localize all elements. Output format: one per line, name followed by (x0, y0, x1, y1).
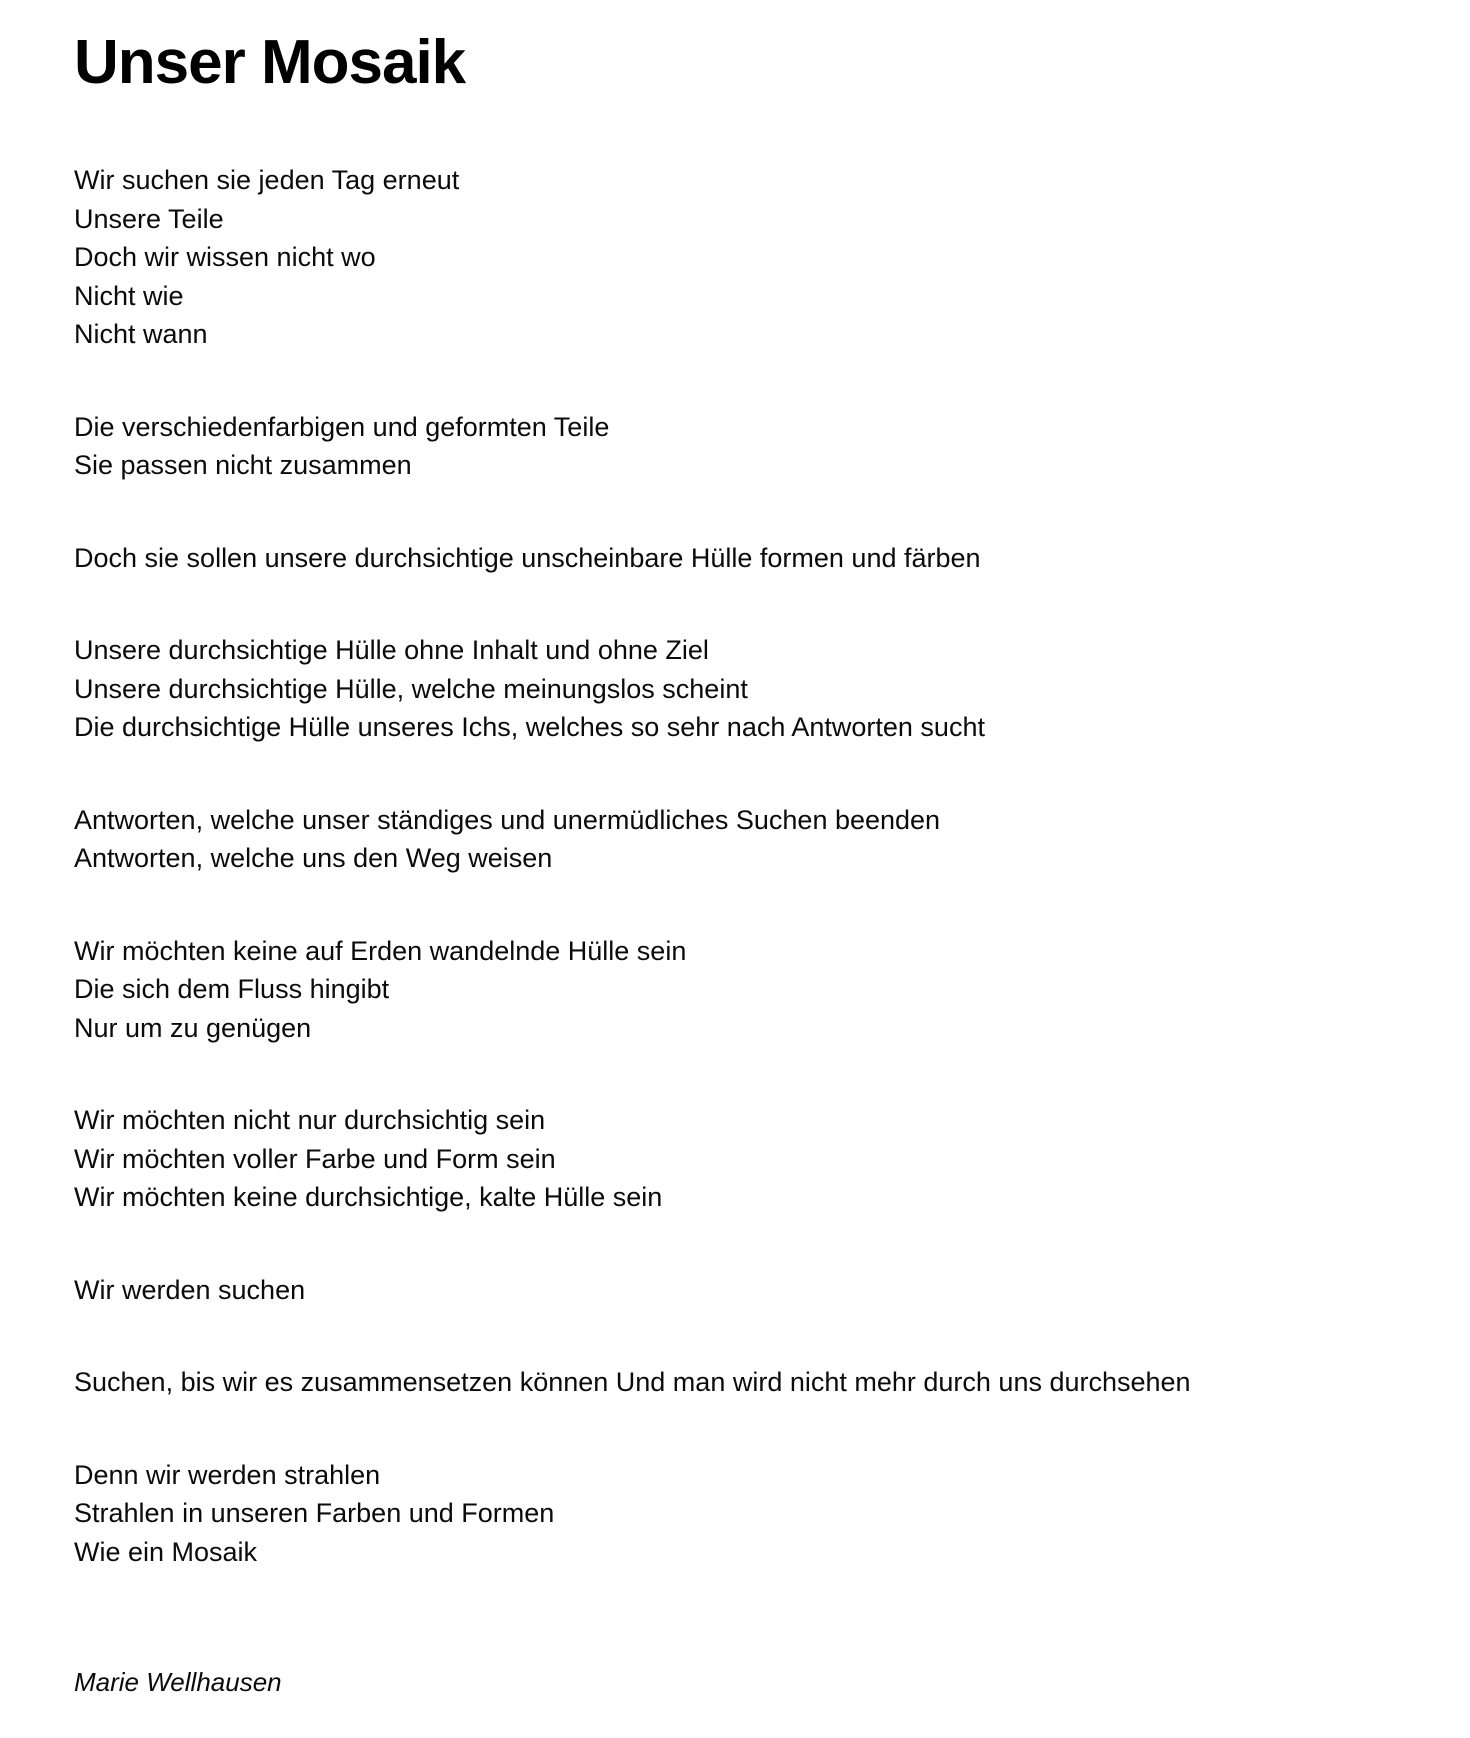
poem-line: Unsere durchsichtige Hülle ohne Inhalt und ohne Ziel (74, 635, 709, 666)
poem-line: Strahlen in unseren Farben und Formen (74, 1498, 555, 1529)
poem-stanza (74, 539, 1398, 578)
poem-stanza (74, 408, 1398, 485)
poem-line: Wir werden suchen (74, 1274, 306, 1305)
poem-line: Sie passen nicht zusammen (74, 450, 412, 481)
poem-body (74, 161, 1398, 1571)
poem-line: Doch wir wissen nicht wo (74, 242, 376, 273)
poem-line: Denn wir werden strahlen (74, 1459, 381, 1490)
poem-line: Doch sie sollen unsere durchsichtige unscheinbare Hülle formen und färben (74, 542, 981, 573)
poem-line: Nicht wann (74, 319, 208, 350)
poem-line: Antworten, welche unser ständiges und unermüdliches Suchen beenden (74, 804, 941, 835)
poem-stanza (74, 1271, 1398, 1310)
poem-line: Wir suchen sie jeden Tag erneut (74, 165, 460, 196)
poem-stanza (74, 932, 1398, 1048)
poem-stanza (74, 801, 1398, 878)
poem-line: Wir möchten nicht nur durchsichtig sein (74, 1105, 546, 1136)
poem-line: Die sich dem Fluss hingibt (74, 974, 390, 1005)
poem-stanza (74, 161, 1398, 354)
poem-line: Unsere durchsichtige Hülle, welche meinungslos scheint (74, 673, 748, 704)
poem-line: Antworten, welche uns den Weg weisen (74, 843, 553, 874)
poem-line: Die durchsichtige Hülle unseres Ichs, welches so sehr nach Antworten sucht (74, 712, 985, 743)
poem-stanza (74, 1456, 1398, 1572)
poem-line: Wir möchten voller Farbe und Form sein (74, 1143, 556, 1174)
poem-line: Wie ein Mosaik (74, 1536, 258, 1567)
page-title: Unser Mosaik (74, 28, 466, 97)
poem-line: Die verschiedenfarbigen und geformten Teile (74, 411, 610, 442)
poem-line: Wir möchten keine durchsichtige, kalte Hülle sein (74, 1182, 663, 1213)
poem-stanza (74, 631, 1398, 747)
poem-line: Unsere Teile (74, 203, 224, 234)
poem-line: Nicht wie (74, 280, 184, 311)
author-name: Marie Wellhausen (74, 1667, 282, 1698)
poem-line: Suchen, bis wir es zusammensetzen können Und man wird nicht mehr durch uns durchsehen (74, 1367, 1191, 1398)
poem-stanza (74, 1363, 1398, 1402)
poem-line: Nur um zu genügen (74, 1012, 312, 1043)
poem-stanza (74, 1101, 1398, 1217)
poem-line: Wir möchten keine auf Erden wandelnde Hülle sein (74, 935, 687, 966)
